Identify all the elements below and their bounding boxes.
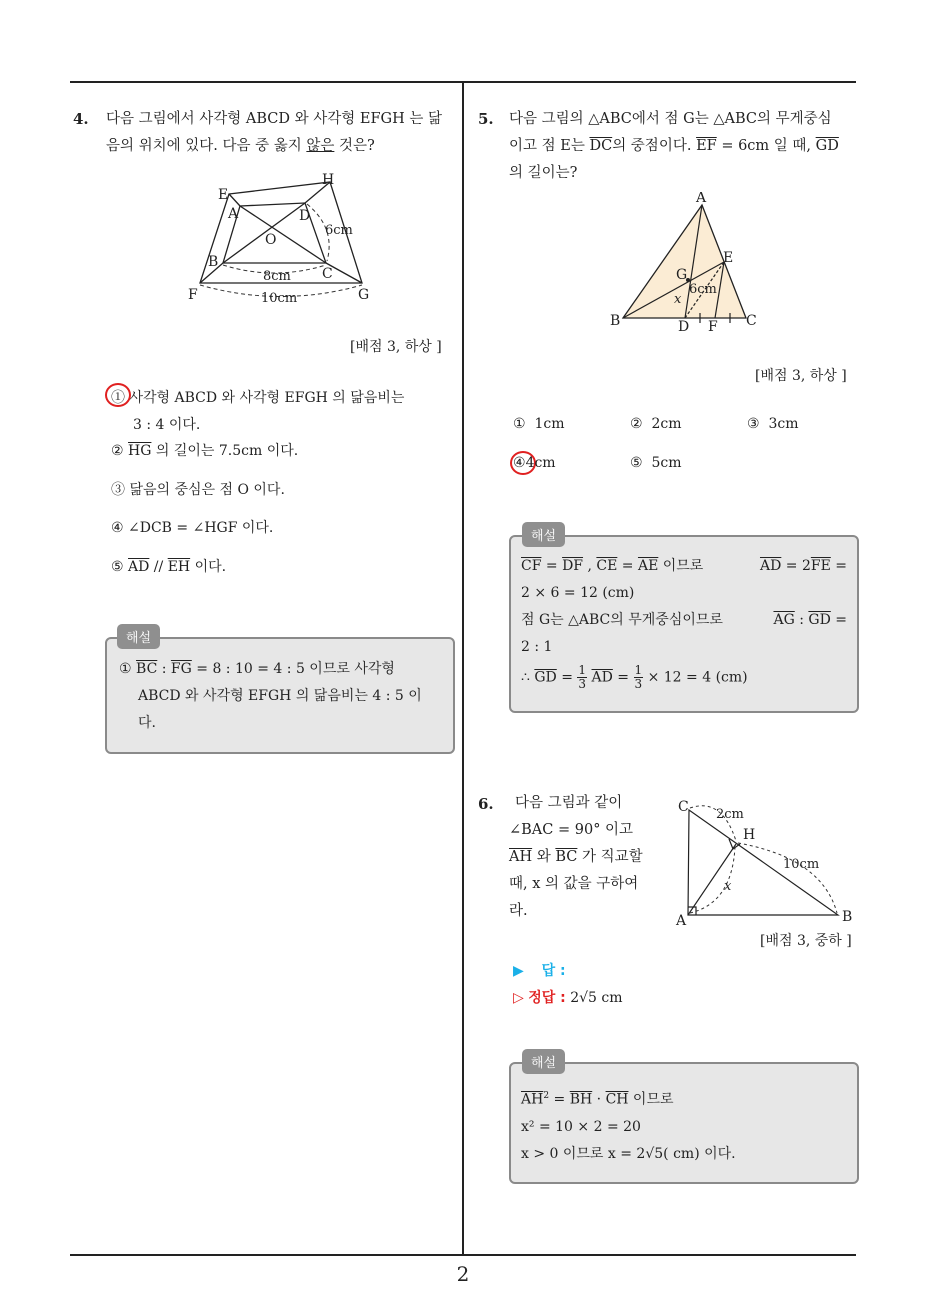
q6-correct-value: 2√5 cm — [570, 990, 623, 1006]
label-A: A — [228, 206, 239, 222]
label-E: E — [218, 187, 229, 203]
q5-choice-4[interactable]: ④4cm — [513, 455, 556, 471]
label-D: D — [299, 208, 311, 224]
label-H: H — [743, 827, 756, 843]
label-C: C — [322, 266, 333, 282]
q4-solution-tab: 해설 — [117, 624, 160, 649]
q5-score: [배점 3, 하상 ] — [755, 368, 847, 384]
q4-solution-text: ① $\overline{BC}$ : $\overline{FG} = 8$ : 10 = 4 : 5 이므로 사각형 ABCD 와 사각형 EFGH 의 닮음비는 4 : 5 이 다. — [119, 661, 422, 731]
q5-choice-3[interactable]: ③ 3cm — [747, 416, 799, 432]
q4-choice-2[interactable]: ② $\overline{HG}$ 의 길이는 7.5cm 이다. — [111, 443, 299, 459]
page-number: 2 — [456, 1262, 470, 1286]
label-10cm: 10cm — [783, 857, 820, 872]
correct-arrow-icon: ▷ — [513, 990, 524, 1006]
label-8cm: 8cm — [263, 269, 291, 284]
frac-2: $\frac{1}{3}$ — [634, 663, 643, 691]
label-E: E — [723, 250, 734, 266]
q4-figure — [186, 168, 386, 308]
q5-number: 5. — [478, 110, 494, 128]
column-divider — [462, 82, 464, 1256]
label-x: x — [674, 292, 682, 307]
label-A: A — [676, 913, 687, 929]
answer-arrow-icon: ▶ — [513, 963, 524, 979]
q6-number: 6. — [478, 795, 494, 813]
label-10cm: 10cm — [261, 291, 298, 306]
label-A: A — [696, 192, 707, 206]
bottom-rule — [70, 1254, 856, 1256]
label-2cm: 2cm — [716, 807, 744, 822]
label-H: H — [322, 172, 335, 188]
q6-figure — [672, 793, 858, 931]
label-F: F — [708, 319, 718, 335]
label-6cm: 6cm — [325, 223, 353, 238]
q5-choice-5[interactable]: ⑤ 5cm — [630, 455, 682, 471]
arc-hb — [738, 843, 837, 913]
q5-solution-tab: 해설 — [522, 522, 565, 547]
label-B: B — [208, 254, 219, 270]
q4-text: 다음 그림에서 사각형 ABCD 와 사각형 EFGH 는 닮 음의 위치에 있다. 다음 중 옳지 않은 것은? — [106, 111, 442, 154]
q4-choice-1[interactable]: ① 사각형 ABCD 와 사각형 EFGH 의 닮음비는 3 : 4 이다. — [111, 390, 405, 433]
q6-solution-text: $\overline{AH}^2 = \overline{BH} \cdot \overline{CH}$ 이므로 x² = 10 × 2 = 20 x > 0 이므로 x = 2√5( cm) 이다. — [521, 1091, 736, 1162]
label-x: x — [724, 879, 732, 894]
label-D: D — [678, 319, 690, 335]
q4-score: [배점 3, 하상 ] — [350, 339, 442, 355]
q4-number: 4. — [73, 110, 89, 128]
q5-figure — [606, 192, 766, 337]
q5-text: 다음 그림의 △ABC에서 점 G는 △ABC의 무게중심 이고 점 E는 $\overline{DC}$의 중점이다. $\overline{EF} = 6cm$ 일 때, $\overline{GD}$ 의 길이는? — [509, 111, 839, 181]
q6-score: [배점 3, 중하 ] — [760, 933, 852, 949]
q5-choice-1[interactable]: ① 1cm — [513, 416, 565, 432]
q6-solution-tab: 해설 — [522, 1049, 565, 1074]
q4-choice-4[interactable]: ④ ∠DCB = ∠HGF 이다. — [111, 520, 274, 536]
label-G: G — [358, 287, 370, 303]
label-F: F — [188, 287, 198, 303]
q5-solution-text: $\overline{CF} = \overline{DF}$ , $\overline{CE} = \overline{AE}$ 이므로 $\overline{AD} = 2\overline{FE}$ = 2 × 6 = 12 (cm) 점 G는 △ABC의 무게중심이므로 $\overline{AG}$ : $\overline{GD}$ = 2 : 1 ∴ $\overline{GD}$ = $\frac{1}{3}$ $\overline{AD}$ = $\frac{1}{3}$ × 12 = 4 (cm) — [521, 558, 847, 691]
label-C: C — [678, 799, 689, 815]
q6-text: 다음 그림과 같이 ∠BAC = 90° 이고 $\overline{AH}$ 와 $\overline{BC}$ 가 직교할 때, x 의 값을 구하여 라. — [509, 795, 643, 919]
label-C: C — [746, 313, 757, 329]
q4-choice-5[interactable]: ⑤ $\overline{AD} // \overline{EH}$ 이다. — [111, 559, 227, 575]
q6-answer-row: ▶ 답 : — [513, 963, 566, 979]
label-G: G — [676, 267, 688, 283]
label-B: B — [610, 313, 621, 329]
label-O: O — [265, 232, 277, 248]
frac-1: $\frac{1}{3}$ — [578, 663, 587, 691]
q4-choice-3[interactable]: ③ 닮음의 중심은 점 O 이다. — [111, 482, 285, 498]
label-B: B — [842, 909, 853, 925]
label-6cm: 6cm — [689, 282, 717, 297]
q6-correct-row: ▷ 정답 : 2√5 cm — [513, 990, 623, 1006]
q5-choice-2[interactable]: ② 2cm — [630, 416, 682, 432]
